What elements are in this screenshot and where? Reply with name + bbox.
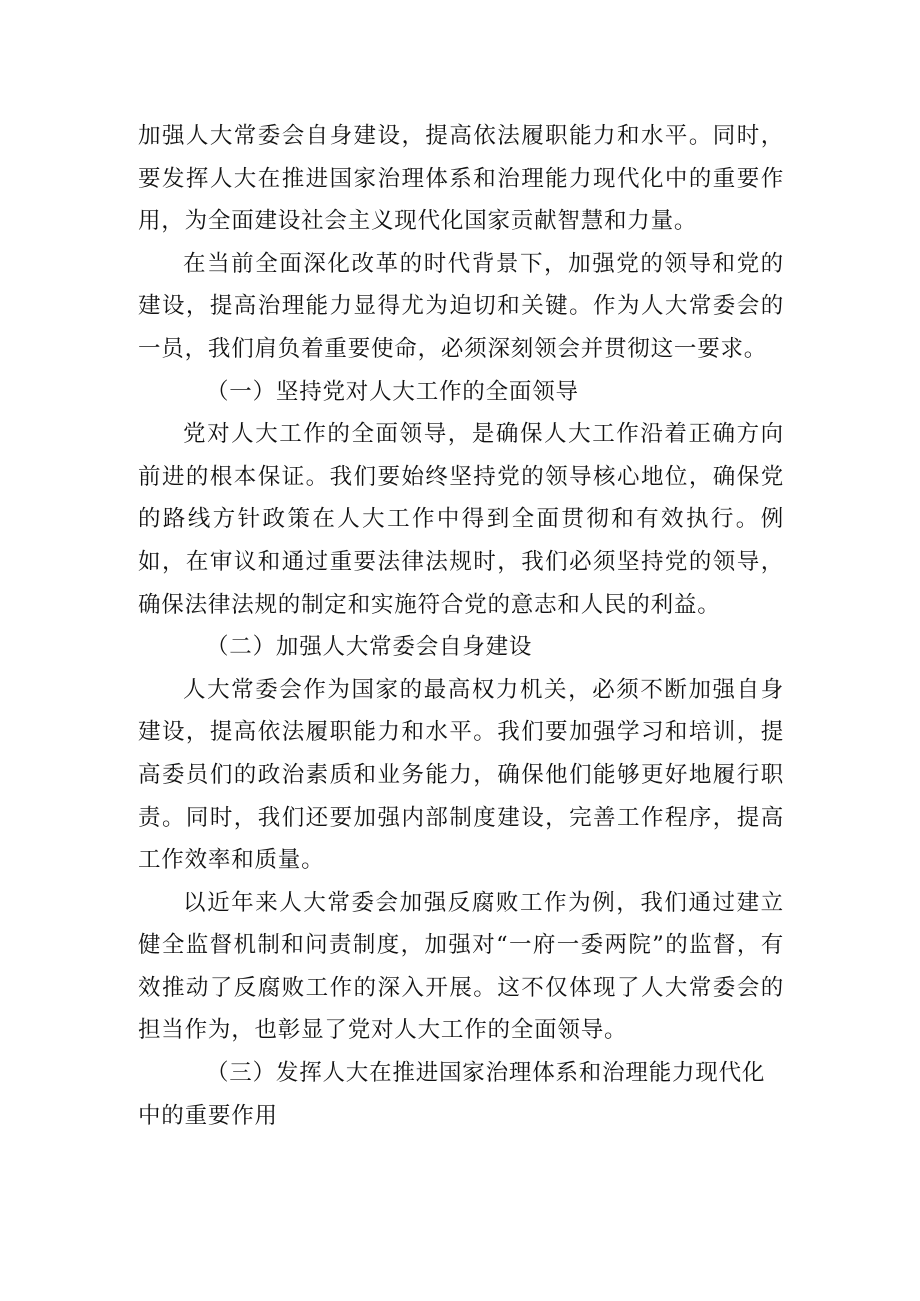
paragraph-party-leadership: 党对人大工作的全面领导，是确保人大工作沿着正确方向前进的根本保证。我们要始终坚持党的领导核心地位，确保党的路线方针政策在人大工作中得到全面贯彻和有效执行。例如，在审议和通过重要法律法规时，我们必须坚持党的领导，确保法律法规的制定和实施符合党的意志和人民的利益。 [138,421,784,618]
section-heading-3: （三）发挥人大在推进国家治理体系和治理能力现代化中的重要作用 [138,1060,766,1129]
section-heading-2: （二）加强人大常委会自身建设 [206,634,533,661]
document-body [138,115,784,1137]
paragraph-intro: 加强人大常委会自身建设，提高依法履职能力和水平。同时，要发挥人大在推进国家治理体系和治理能力现代化中的重要作用，为全面建设社会主义现代化国家贡献智慧和力量。 [138,123,784,235]
paragraph-self-building: 人大常委会作为国家的最高权力机关，必须不断加强自身建设，提高依法履职能力和水平。我们要加强学习和培训，提高委员们的政治素质和业务能力，确保他们能够更好地履行职责。同时，我们还要加强内部制度建设，完善工作程序，提高工作效率和质量。 [138,676,784,874]
paragraph-background: 在当前全面深化改革的时代背景下，加强党的领导和党的建设，提高治理能力显得尤为迫切和关键。作为人大常委会的一员，我们肩负着重要使命，必须深刻领会并贯彻这一要求。 [138,250,784,362]
section-heading-1: （一）坚持党对人大工作的全面领导 [206,378,579,405]
paragraph-anti-corruption: 以近年来人大常委会加强反腐败工作为例，我们通过建立健全监督机制和问责制度，加强对“一府一委两院”的监督，有效推动了反腐败工作的深入开展。这不仅体现了人大常委会的担当作为，也彰显了党对人大工作的全面领导。 [138,889,784,1044]
